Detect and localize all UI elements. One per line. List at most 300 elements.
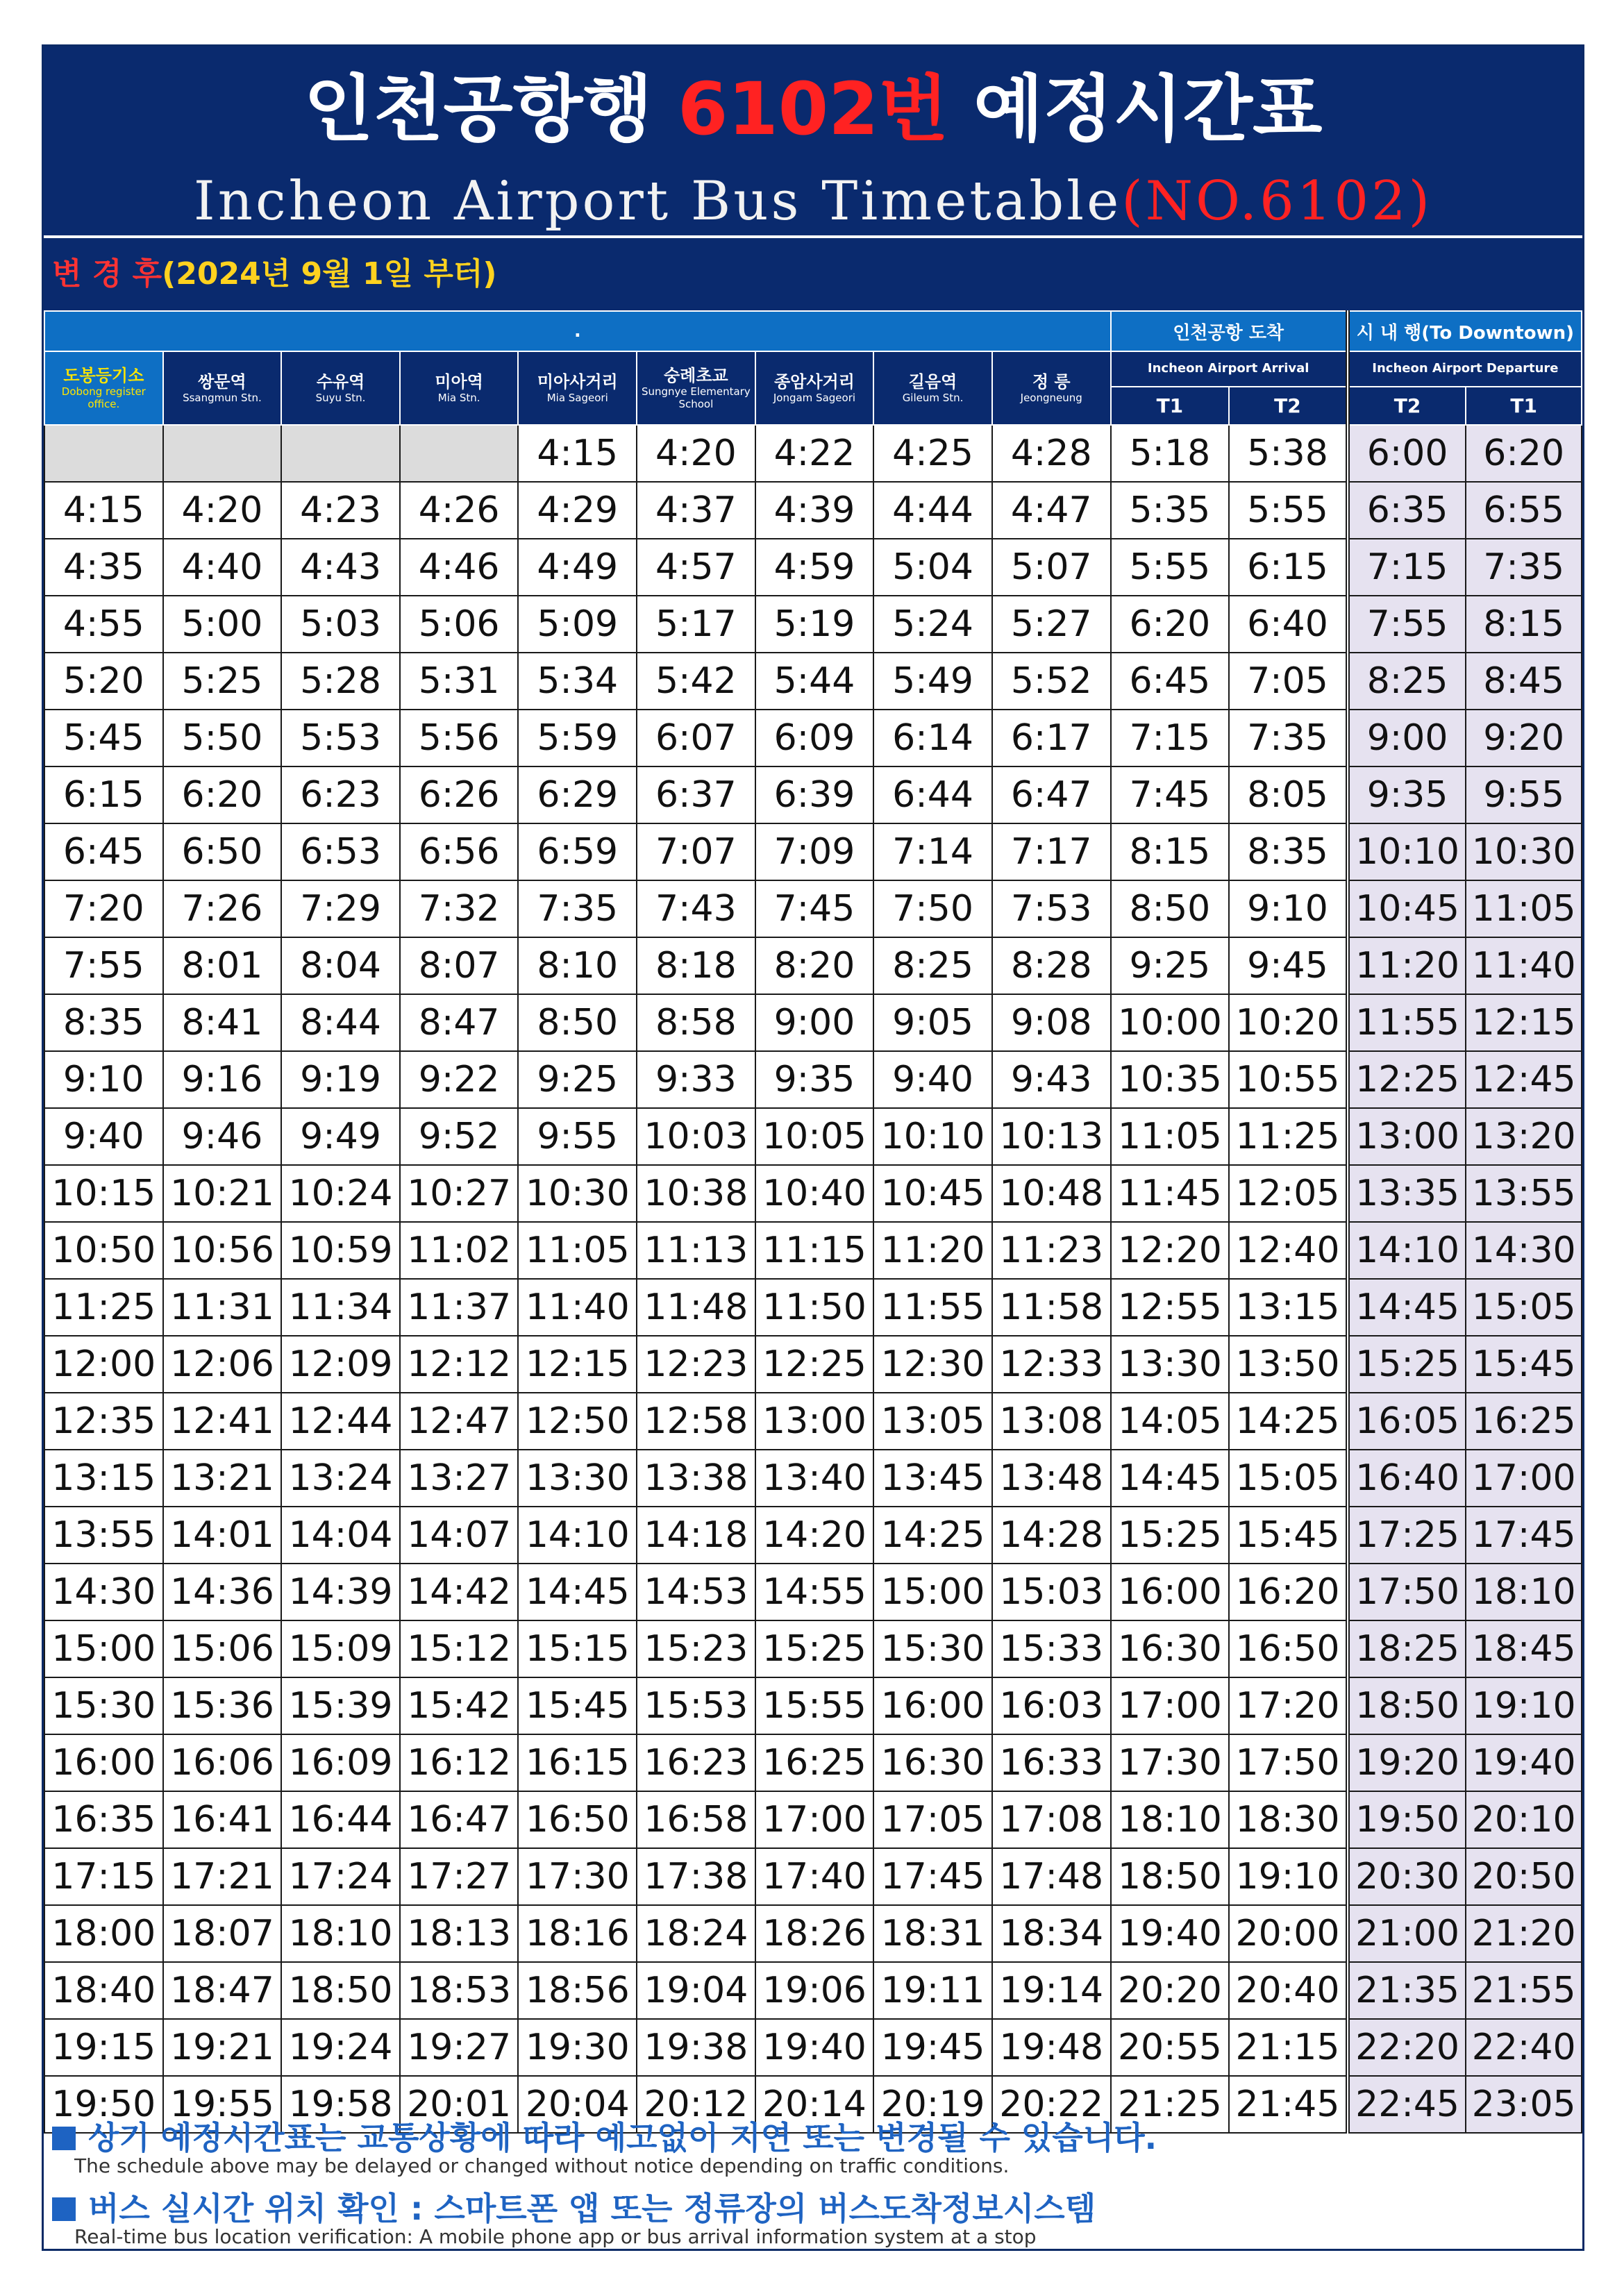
time-cell: 18:25 [1348, 1620, 1466, 1677]
time-cell: 17:45 [1466, 1507, 1582, 1564]
time-cell: 17:20 [1229, 1677, 1348, 1734]
time-cell: 14:45 [1348, 1279, 1466, 1336]
terminal-header: T1 [1466, 387, 1582, 425]
time-cell: 6:44 [873, 766, 992, 823]
header-row-stops [44, 351, 1582, 387]
time-cell: 14:07 [400, 1507, 519, 1564]
time-cell: 8:41 [163, 994, 282, 1051]
time-cell: 8:50 [1111, 880, 1230, 937]
time-cell: 9:22 [400, 1051, 519, 1108]
time-cell: 9:46 [163, 1108, 282, 1165]
time-cell: 6:29 [518, 766, 637, 823]
time-cell: 19:50 [44, 2076, 163, 2133]
time-cell: 13:30 [1111, 1336, 1230, 1393]
time-cell: 18:50 [1348, 1677, 1466, 1734]
time-cell: 14:05 [1111, 1393, 1230, 1450]
airport-arrival-header: 인천공항 도착 [1111, 311, 1348, 351]
time-cell: 13:05 [873, 1393, 992, 1450]
time-cell: 22:45 [1348, 2076, 1466, 2133]
time-cell: 14:30 [1466, 1222, 1582, 1279]
time-cell: 13:27 [400, 1450, 519, 1507]
time-cell: 18:40 [44, 1962, 163, 2019]
stop-header-0: 도봉등기소 Dobong register office. [44, 351, 163, 425]
time-cell: 9:49 [281, 1108, 400, 1165]
time-cell: 5:27 [992, 596, 1111, 653]
time-cell: 15:36 [163, 1677, 282, 1734]
time-cell: 13:15 [44, 1450, 163, 1507]
time-cell: 21:15 [1229, 2019, 1348, 2076]
time-cell: 14:20 [755, 1507, 874, 1564]
time-cell: 14:55 [755, 1564, 874, 1620]
time-cell: 21:55 [1466, 1962, 1582, 2019]
time-cell: 6:37 [637, 766, 755, 823]
stop-header-7: 길음역 Gileum Stn. [873, 351, 992, 425]
time-cell: 11:20 [1348, 937, 1466, 994]
time-cell: 5:55 [1229, 482, 1348, 539]
time-cell: 9:00 [1348, 710, 1466, 766]
time-cell: 9:25 [1111, 937, 1230, 994]
table-row [44, 1734, 1582, 1791]
time-cell: 10:30 [1466, 823, 1582, 880]
time-cell: 5:03 [281, 596, 400, 653]
time-cell: 8:15 [1466, 596, 1582, 653]
time-cell: 6:35 [1348, 482, 1466, 539]
time-cell: 9:55 [1466, 766, 1582, 823]
time-cell: 14:28 [992, 1507, 1111, 1564]
time-cell: 12:15 [1466, 994, 1582, 1051]
time-cell: 6:07 [637, 710, 755, 766]
time-cell: 5:50 [163, 710, 282, 766]
subtitle-text: Incheon Airport Bus Timetable [193, 170, 1122, 233]
time-cell: 15:05 [1229, 1450, 1348, 1507]
time-cell: 20:30 [1348, 1848, 1466, 1905]
time-cell: 19:40 [1466, 1734, 1582, 1791]
time-cell: 16:44 [281, 1791, 400, 1848]
table-row [44, 1507, 1582, 1564]
time-cell: 5:34 [518, 653, 637, 710]
time-cell: 8:35 [44, 994, 163, 1051]
time-cell: 6:20 [1111, 596, 1230, 653]
time-cell: 13:21 [163, 1450, 282, 1507]
time-cell: 8:15 [1111, 823, 1230, 880]
time-cell: 16:47 [400, 1791, 519, 1848]
time-cell: 9:52 [400, 1108, 519, 1165]
time-cell: 4:29 [518, 482, 637, 539]
time-cell: 4:35 [44, 539, 163, 596]
time-cell: 5:45 [44, 710, 163, 766]
time-cell: 10:10 [1348, 823, 1466, 880]
time-cell: 5:49 [873, 653, 992, 710]
table-row [44, 1905, 1582, 1962]
time-cell: 10:55 [1229, 1051, 1348, 1108]
time-cell: 12:05 [1229, 1165, 1348, 1222]
time-cell: 4:46 [400, 539, 519, 596]
table-row [44, 1165, 1582, 1222]
time-cell: 6:59 [518, 823, 637, 880]
time-cell: 22:40 [1466, 2019, 1582, 2076]
time-cell: 12:45 [1466, 1051, 1582, 1108]
table-row [44, 2019, 1582, 2076]
time-cell: 10:10 [873, 1108, 992, 1165]
time-cell: 18:50 [281, 1962, 400, 2019]
time-cell: 19:38 [637, 2019, 755, 2076]
time-cell: 12:15 [518, 1336, 637, 1393]
time-cell: 17:00 [755, 1791, 874, 1848]
time-cell: 4:26 [400, 482, 519, 539]
time-cell: 15:30 [873, 1620, 992, 1677]
time-cell: 17:21 [163, 1848, 282, 1905]
time-cell: 10:38 [637, 1165, 755, 1222]
time-cell: 8:25 [873, 937, 992, 994]
time-cell: 13:08 [992, 1393, 1111, 1450]
time-cell: 10:05 [755, 1108, 874, 1165]
table-row [44, 823, 1582, 880]
time-cell: 4:22 [755, 425, 874, 482]
time-cell: 18:30 [1229, 1791, 1348, 1848]
time-cell: 12:23 [637, 1336, 755, 1393]
time-cell: 18:47 [163, 1962, 282, 2019]
time-cell: 8:20 [755, 937, 874, 994]
time-cell: 13:35 [1348, 1165, 1466, 1222]
time-cell: 13:20 [1466, 1108, 1582, 1165]
time-cell: 7:45 [755, 880, 874, 937]
time-cell: 12:47 [400, 1393, 519, 1450]
time-cell: 6:39 [755, 766, 874, 823]
time-cell: 13:38 [637, 1450, 755, 1507]
time-cell: 13:55 [44, 1507, 163, 1564]
time-cell [163, 425, 282, 482]
time-cell: 20:22 [992, 2076, 1111, 2133]
time-cell: 13:00 [1348, 1108, 1466, 1165]
time-cell: 17:00 [1111, 1677, 1230, 1734]
table-row [44, 1848, 1582, 1905]
time-cell: 6:23 [281, 766, 400, 823]
time-cell: 16:35 [44, 1791, 163, 1848]
time-cell: 7:14 [873, 823, 992, 880]
time-cell: 10:27 [400, 1165, 519, 1222]
square-bullet-icon [52, 2127, 76, 2150]
terminal-header: T2 [1348, 387, 1466, 425]
time-cell: 13:50 [1229, 1336, 1348, 1393]
time-cell: 5:17 [637, 596, 755, 653]
time-cell: 15:00 [44, 1620, 163, 1677]
time-cell: 14:42 [400, 1564, 519, 1620]
time-cell: 11:23 [992, 1222, 1111, 1279]
time-cell: 7:50 [873, 880, 992, 937]
stop-header-1: 쌍문역 Ssangmun Stn. [163, 351, 282, 425]
time-cell: 18:56 [518, 1962, 637, 2019]
time-cell: 18:10 [1466, 1564, 1582, 1620]
time-cell: 14:39 [281, 1564, 400, 1620]
time-cell: 4:57 [637, 539, 755, 596]
time-cell: 19:40 [1111, 1905, 1230, 1962]
time-cell: 20:00 [1229, 1905, 1348, 1962]
time-cell: 8:18 [637, 937, 755, 994]
time-cell: 20:50 [1466, 1848, 1582, 1905]
time-cell: 18:31 [873, 1905, 992, 1962]
time-cell: 22:20 [1348, 2019, 1466, 2076]
time-cell: 19:20 [1348, 1734, 1466, 1791]
stop-header-5: 숭례초교 Sungnye Elementary School [637, 351, 755, 425]
time-cell: 7:07 [637, 823, 755, 880]
time-cell: 7:55 [44, 937, 163, 994]
time-cell: 15:39 [281, 1677, 400, 1734]
time-cell: 9:10 [44, 1051, 163, 1108]
time-cell: 5:28 [281, 653, 400, 710]
time-cell: 6:26 [400, 766, 519, 823]
time-cell: 14:45 [518, 1564, 637, 1620]
time-cell: 4:37 [637, 482, 755, 539]
time-cell: 15:05 [1466, 1279, 1582, 1336]
time-cell: 11:05 [1466, 880, 1582, 937]
time-cell: 16:03 [992, 1677, 1111, 1734]
time-cell: 12:33 [992, 1336, 1111, 1393]
time-cell: 10:03 [637, 1108, 755, 1165]
time-cell: 15:12 [400, 1620, 519, 1677]
time-cell: 18:13 [400, 1905, 519, 1962]
change-notice-bar [44, 238, 1582, 310]
time-cell: 16:00 [873, 1677, 992, 1734]
time-cell: 17:30 [518, 1848, 637, 1905]
time-cell: 11:40 [1466, 937, 1582, 994]
time-cell: 8:28 [992, 937, 1111, 994]
time-cell: 15:15 [518, 1620, 637, 1677]
table-row [44, 1222, 1582, 1279]
time-cell: 6:45 [44, 823, 163, 880]
time-cell: 20:04 [518, 2076, 637, 2133]
table-row [44, 1450, 1582, 1507]
time-cell: 15:09 [281, 1620, 400, 1677]
time-cell: 7:26 [163, 880, 282, 937]
time-cell: 12:09 [281, 1336, 400, 1393]
time-cell: 11:37 [400, 1279, 519, 1336]
time-cell: 9:16 [163, 1051, 282, 1108]
time-cell: 16:00 [1111, 1564, 1230, 1620]
time-cell: 4:20 [637, 425, 755, 482]
header-row-groups [44, 311, 1582, 351]
time-cell: 8:35 [1229, 823, 1348, 880]
table-row [44, 539, 1582, 596]
time-cell: 15:42 [400, 1677, 519, 1734]
table-row [44, 1564, 1582, 1620]
time-cell: 7:53 [992, 880, 1111, 937]
time-cell: 11:31 [163, 1279, 282, 1336]
stop-header-8: 정 릉 Jeongneung [992, 351, 1111, 425]
time-cell: 10:50 [44, 1222, 163, 1279]
time-cell: 7:35 [1229, 710, 1348, 766]
table-row [44, 937, 1582, 994]
time-cell: 19:27 [400, 2019, 519, 2076]
time-cell: 15:00 [873, 1564, 992, 1620]
time-cell: 19:06 [755, 1962, 874, 2019]
time-cell: 20:40 [1229, 1962, 1348, 2019]
time-cell: 17:25 [1348, 1507, 1466, 1564]
time-cell: 19:15 [44, 2019, 163, 2076]
time-cell: 15:23 [637, 1620, 755, 1677]
time-cell: 19:04 [637, 1962, 755, 2019]
time-cell: 14:18 [637, 1507, 755, 1564]
time-cell: 6:40 [1229, 596, 1348, 653]
square-bullet-icon [52, 2197, 76, 2221]
time-cell: 6:00 [1348, 425, 1466, 482]
time-cell: 5:44 [755, 653, 874, 710]
time-cell: 14:01 [163, 1507, 282, 1564]
time-cell: 15:30 [44, 1677, 163, 1734]
time-cell: 11:58 [992, 1279, 1111, 1336]
time-cell: 15:25 [755, 1620, 874, 1677]
footer-note-1-en: The schedule above may be delayed or changed without notice depending on traffic conditions. [74, 2154, 1010, 2177]
time-cell: 8:10 [518, 937, 637, 994]
time-cell: 13:48 [992, 1450, 1111, 1507]
schedule-table [44, 310, 1582, 2134]
time-cell: 5:20 [44, 653, 163, 710]
time-cell: 14:36 [163, 1564, 282, 1620]
time-cell: 20:20 [1111, 1962, 1230, 2019]
time-cell: 7:32 [400, 880, 519, 937]
time-cell: 12:12 [400, 1336, 519, 1393]
time-cell: 6:53 [281, 823, 400, 880]
time-cell: 9:35 [1348, 766, 1466, 823]
title-suffix: 예정시간표 [973, 67, 1323, 151]
table-row [44, 1620, 1582, 1677]
time-cell: 18:26 [755, 1905, 874, 1962]
time-cell: 14:25 [1229, 1393, 1348, 1450]
time-cell: 9:05 [873, 994, 992, 1051]
time-cell: 11:34 [281, 1279, 400, 1336]
time-cell: 10:30 [518, 1165, 637, 1222]
table-row [44, 1051, 1582, 1108]
time-cell: 8:07 [400, 937, 519, 994]
time-cell: 11:25 [44, 1279, 163, 1336]
time-cell: 18:34 [992, 1905, 1111, 1962]
airport-arrival-en: Incheon Airport Arrival [1111, 351, 1348, 387]
time-cell: 16:30 [1111, 1620, 1230, 1677]
time-cell: 19:40 [755, 2019, 874, 2076]
time-cell: 16:09 [281, 1734, 400, 1791]
time-cell: 9:55 [518, 1108, 637, 1165]
time-cell: 16:06 [163, 1734, 282, 1791]
time-cell: 5:25 [163, 653, 282, 710]
time-cell: 19:24 [281, 2019, 400, 2076]
time-cell: 18:45 [1466, 1620, 1582, 1677]
time-cell: 11:50 [755, 1279, 874, 1336]
time-cell: 17:30 [1111, 1734, 1230, 1791]
time-cell: 10:59 [281, 1222, 400, 1279]
table-row [44, 710, 1582, 766]
time-cell: 4:47 [992, 482, 1111, 539]
time-cell: 16:33 [992, 1734, 1111, 1791]
time-cell: 11:55 [873, 1279, 992, 1336]
table-row [44, 1279, 1582, 1336]
time-cell: 6:45 [1111, 653, 1230, 710]
time-cell: 9:43 [992, 1051, 1111, 1108]
time-cell: 4:25 [873, 425, 992, 482]
time-cell: 16:15 [518, 1734, 637, 1791]
time-cell: 17:05 [873, 1791, 992, 1848]
time-cell: 17:08 [992, 1791, 1111, 1848]
time-cell: 16:23 [637, 1734, 755, 1791]
table-row [44, 1108, 1582, 1165]
time-cell: 8:44 [281, 994, 400, 1051]
time-cell: 14:53 [637, 1564, 755, 1620]
time-cell: 4:15 [44, 482, 163, 539]
time-cell: 12:25 [1348, 1051, 1466, 1108]
time-cell: 8:25 [1348, 653, 1466, 710]
time-cell: 5:59 [518, 710, 637, 766]
table-row [44, 1791, 1582, 1848]
time-cell: 10:13 [992, 1108, 1111, 1165]
time-cell: 12:44 [281, 1393, 400, 1450]
time-cell: 14:45 [1111, 1450, 1230, 1507]
time-cell: 19:10 [1466, 1677, 1582, 1734]
time-cell: 6:20 [1466, 425, 1582, 482]
time-cell: 15:55 [755, 1677, 874, 1734]
time-cell: 5:18 [1111, 425, 1230, 482]
time-cell: 8:58 [637, 994, 755, 1051]
time-cell: 7:45 [1111, 766, 1230, 823]
time-cell: 21:00 [1348, 1905, 1466, 1962]
time-cell: 13:00 [755, 1393, 874, 1450]
time-cell: 9:25 [518, 1051, 637, 1108]
stop-header-6: 종암사거리 Jongam Sageori [755, 351, 874, 425]
table-row [44, 1962, 1582, 2019]
time-cell: 14:30 [44, 1564, 163, 1620]
time-cell: 17:48 [992, 1848, 1111, 1905]
time-cell: 4:40 [163, 539, 282, 596]
time-cell: 10:35 [1111, 1051, 1230, 1108]
time-cell: 5:04 [873, 539, 992, 596]
time-cell: 12:40 [1229, 1222, 1348, 1279]
terminal-header: T2 [1229, 387, 1348, 425]
time-cell: 6:20 [163, 766, 282, 823]
time-cell: 4:49 [518, 539, 637, 596]
downtown-header: 시 내 행(To Downtown) [1348, 311, 1582, 351]
table-row [44, 1393, 1582, 1450]
time-cell: 12:55 [1111, 1279, 1230, 1336]
time-cell: 21:20 [1466, 1905, 1582, 1962]
time-cell: 16:30 [873, 1734, 992, 1791]
table-row [44, 1677, 1582, 1734]
time-cell: 14:25 [873, 1507, 992, 1564]
time-cell: 21:35 [1348, 1962, 1466, 2019]
time-cell: 16:25 [1466, 1393, 1582, 1450]
time-cell: 16:00 [44, 1734, 163, 1791]
time-cell: 16:25 [755, 1734, 874, 1791]
table-row [44, 596, 1582, 653]
stop-header-4: 미아사거리 Mia Sageori [518, 351, 637, 425]
time-cell: 6:47 [992, 766, 1111, 823]
time-cell: 18:24 [637, 1905, 755, 1962]
time-cell: 16:58 [637, 1791, 755, 1848]
time-cell: 12:25 [755, 1336, 874, 1393]
time-cell: 5:31 [400, 653, 519, 710]
time-cell: 16:12 [400, 1734, 519, 1791]
time-cell: 10:40 [755, 1165, 874, 1222]
time-cell: 20:01 [400, 2076, 519, 2133]
time-cell: 16:50 [1229, 1620, 1348, 1677]
time-cell: 20:12 [637, 2076, 755, 2133]
time-cell: 15:33 [992, 1620, 1111, 1677]
time-cell: 9:33 [637, 1051, 755, 1108]
time-cell: 4:44 [873, 482, 992, 539]
time-cell: 10:24 [281, 1165, 400, 1222]
time-cell: 4:23 [281, 482, 400, 539]
time-cell: 10:00 [1111, 994, 1230, 1051]
time-cell: 19:48 [992, 2019, 1111, 2076]
time-cell: 12:50 [518, 1393, 637, 1450]
time-cell: 18:50 [1111, 1848, 1230, 1905]
time-cell: 23:05 [1466, 2076, 1582, 2133]
